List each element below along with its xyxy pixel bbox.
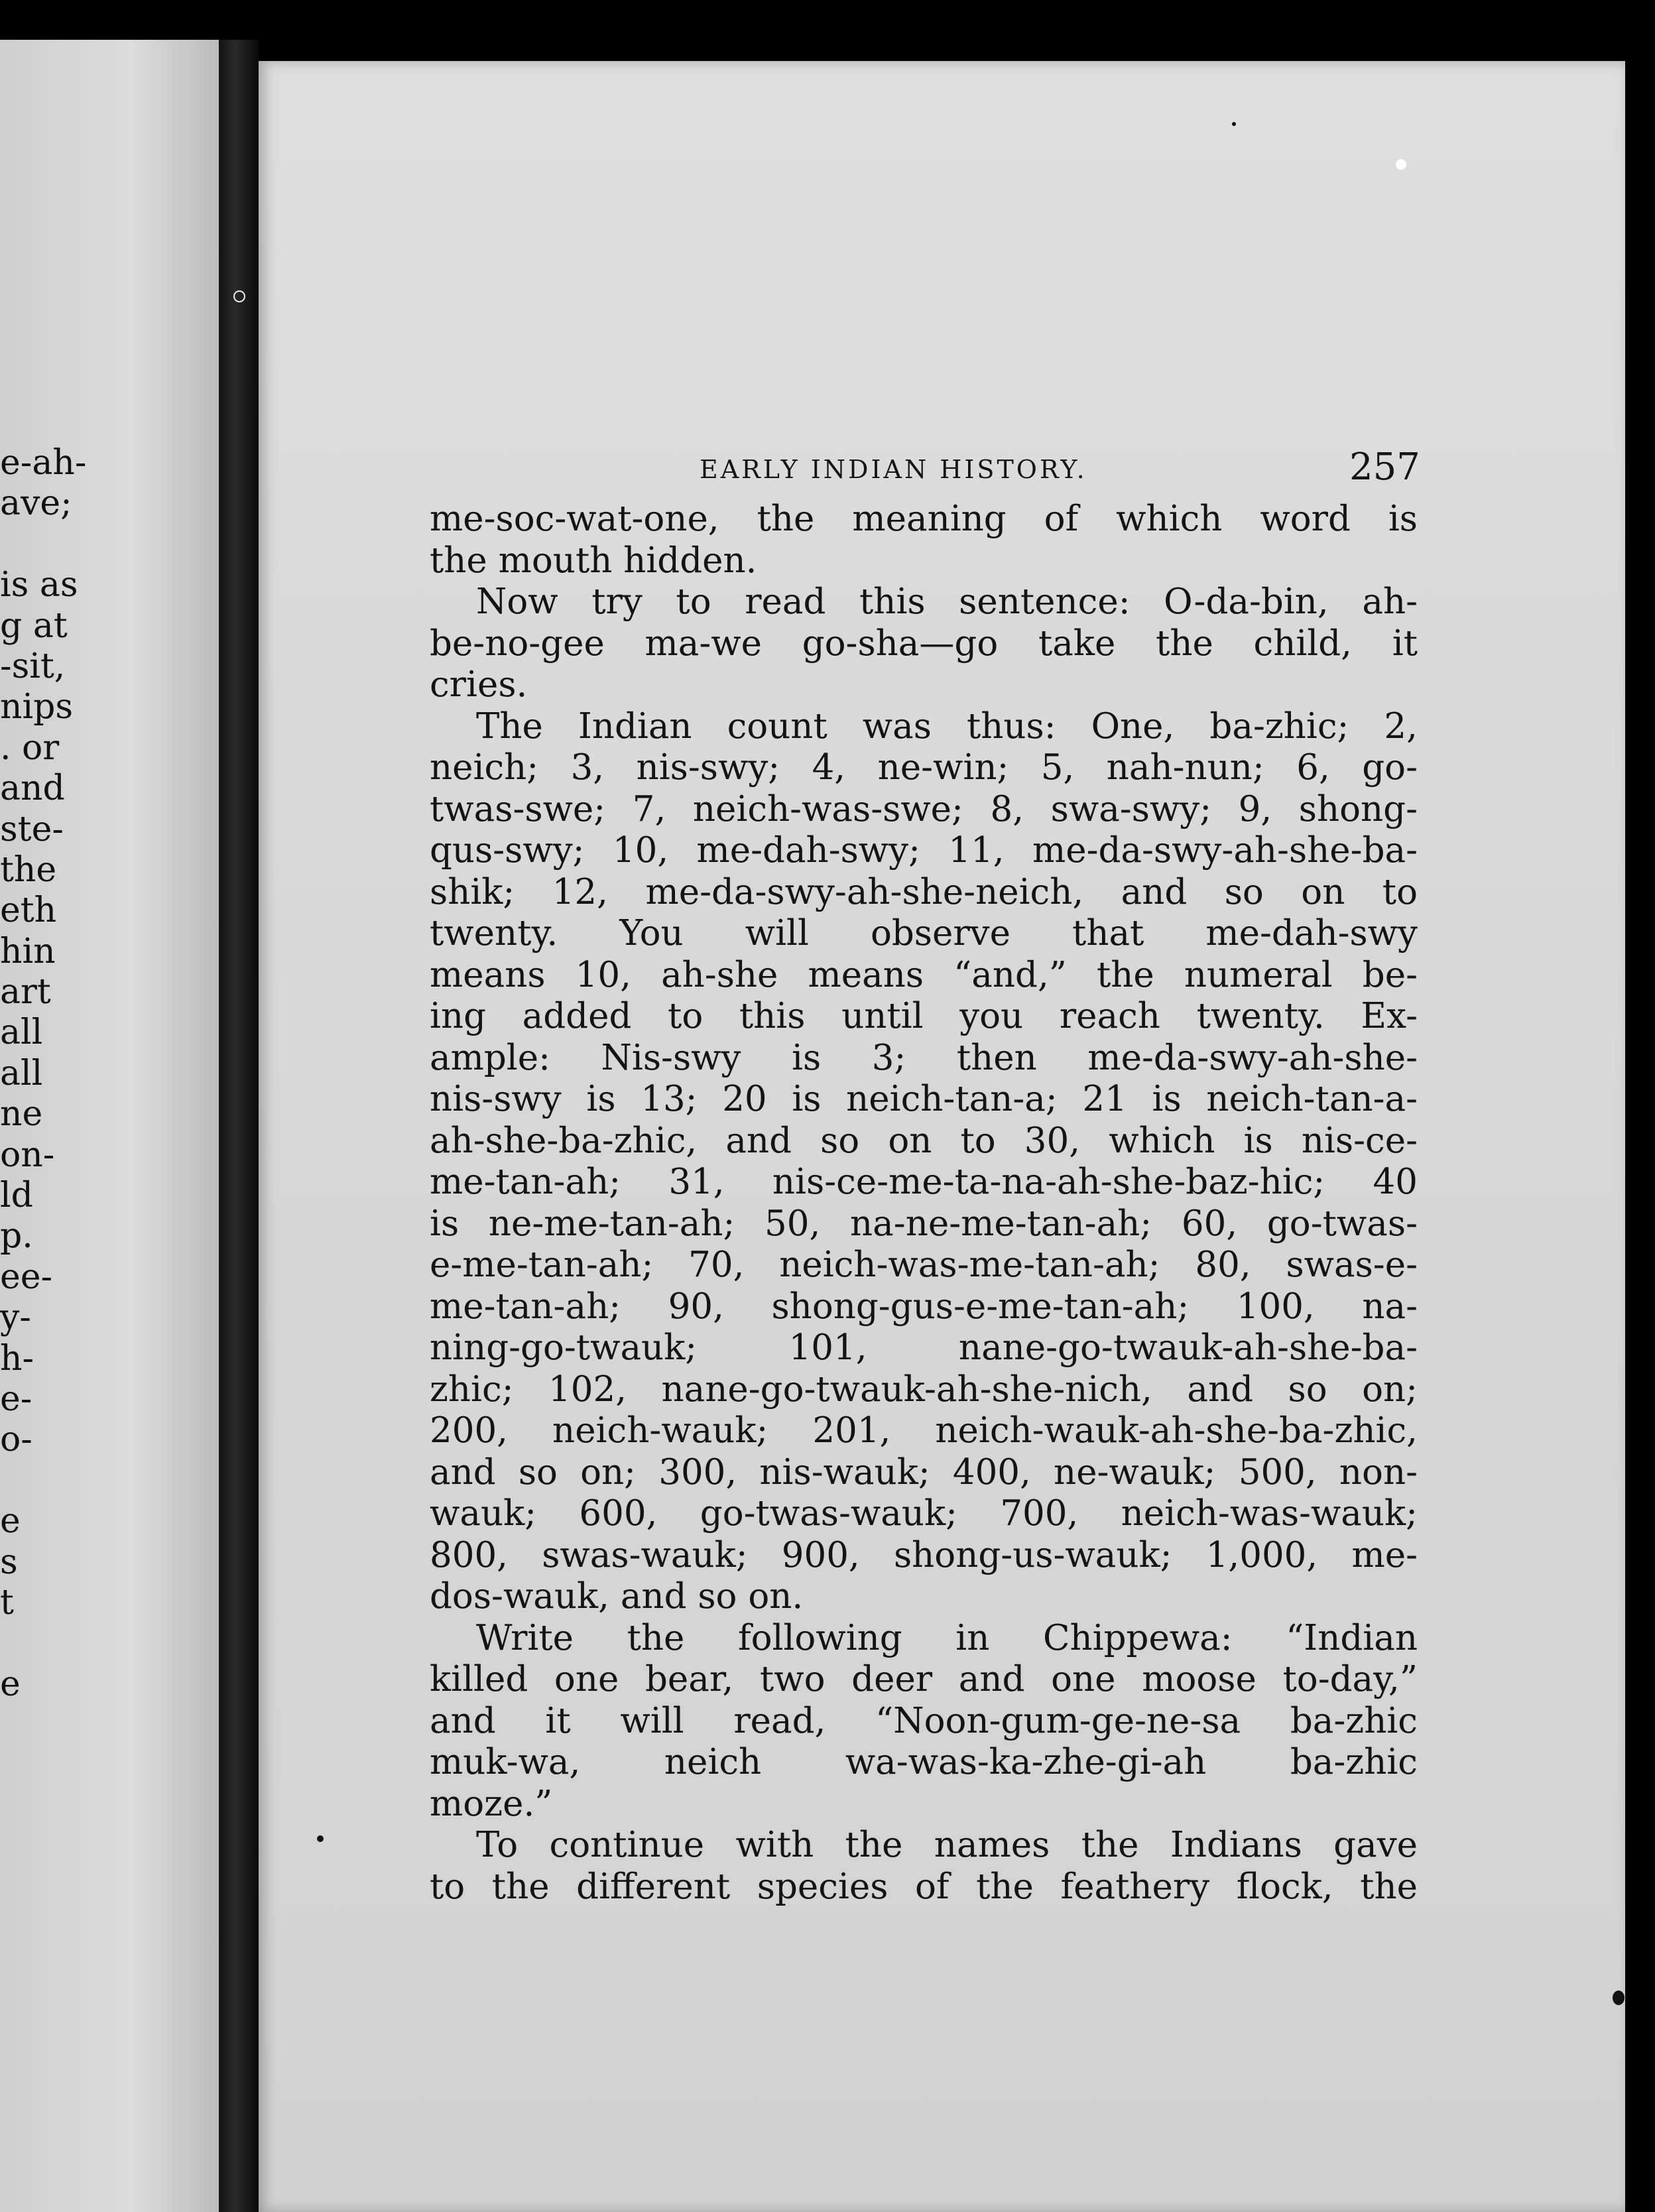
left-page-line: h-: [0, 1338, 34, 1379]
ink-speck: [233, 290, 245, 302]
text-line: and it will read, “Noon-gum-ge-ne-sa ba-zhic: [430, 1700, 1418, 1741]
text-line: shik; 12, me-da-swy-ah-she-neich, and so on to: [430, 871, 1418, 912]
text-line: to the different species of the feathery flock, the: [430, 1866, 1418, 1907]
body-text: [430, 499, 1418, 1908]
left-page-line: and: [0, 768, 65, 809]
text-line: Now try to read this sentence: O-da-bin, ah-: [476, 582, 1418, 622]
left-page-line: e: [0, 1664, 21, 1704]
left-page-line: all: [0, 1053, 43, 1093]
left-page-line: o-: [0, 1420, 32, 1460]
left-page-line: y-: [0, 1298, 31, 1338]
text-line: Write the following in Chippewa: “Indian: [476, 1617, 1418, 1658]
ink-speck: [1613, 1991, 1624, 2005]
left-page-line: art: [0, 972, 51, 1013]
left-page-line: g at: [0, 605, 68, 646]
text-line: muk-wa, neich wa-was-ka-zhe-gi-ah ba-zhic: [430, 1742, 1418, 1782]
text-line: and so on; 300, nis-wauk; 400, ne-wauk; 500, non-: [430, 1451, 1418, 1493]
text-line: killed one bear, two deer and one moose to-day,”: [430, 1659, 1418, 1699]
left-page-line: ee-: [0, 1257, 53, 1297]
left-page-text: [0, 443, 219, 1705]
text-line: To continue with the names the Indians gave: [476, 1825, 1418, 1865]
text-line: the mouth hidden.: [430, 540, 757, 581]
text-line: neich; 3, nis-swy; 4, ne-win; 5, nah-nun; 6, go-: [430, 747, 1418, 788]
left-page-line: s: [0, 1542, 18, 1582]
text-line: The Indian count was thus: One, ba-zhic; 2,: [476, 706, 1418, 747]
text-line: ing added to this until you reach twenty. Ex-: [430, 996, 1418, 1036]
text-line: means 10, ah-she means “and,” the numeral be-: [430, 954, 1418, 995]
text-line: me-tan-ah; 90, shong-gus-e-me-tan-ah; 100, na-: [430, 1286, 1418, 1327]
left-page-line: ste-: [0, 809, 64, 849]
left-page-line: hin: [0, 931, 56, 971]
ink-speck: [1232, 122, 1236, 126]
left-page-line: . or: [0, 727, 60, 768]
left-page-line: the: [0, 849, 57, 890]
left-page-line: ave;: [0, 483, 72, 524]
ink-speck: [317, 1835, 324, 1842]
text-line: 800, swas-wauk; 900, shong-us-wauk; 1,000, me-: [430, 1534, 1418, 1575]
page-number: 257: [1349, 446, 1420, 489]
text-line: twenty. You will observe that me-dah-swy: [430, 913, 1418, 953]
text-line: cries.: [430, 664, 528, 705]
left-page-line: [0, 1623, 219, 1664]
left-page-line: -sit,: [0, 646, 66, 686]
book-gutter: [219, 40, 259, 2212]
text-line: ah-she-ba-zhic, and so on to 30, which is nis-ce-: [430, 1120, 1418, 1161]
left-page-line: ld: [0, 1176, 33, 1216]
left-page-line: p.: [0, 1216, 33, 1257]
text-line: dos-wauk, and so on.: [430, 1576, 804, 1617]
left-page-line: e: [0, 1501, 21, 1542]
running-head: EARLY INDIAN HISTORY.: [700, 455, 1087, 484]
text-line: moze.”: [430, 1783, 553, 1824]
text-line: me-tan-ah; 31, nis-ce-me-ta-na-ah-she-baz-hic; 40: [430, 1162, 1418, 1202]
left-page-line: is as: [0, 565, 78, 605]
text-line: ample: Nis-swy is 3; then me-da-swy-ah-she-: [430, 1037, 1418, 1078]
left-page-line: ne: [0, 1094, 43, 1135]
left-page-line: [0, 524, 219, 565]
text-line: qus-swy; 10, me-dah-swy; 11, me-da-swy-ah-she-ba-: [430, 830, 1418, 871]
left-page-line: nips: [0, 687, 74, 727]
ink-speck: [1396, 159, 1406, 170]
text-line: twas-swe; 7, neich-was-swe; 8, swa-swy; 9, shong-: [430, 788, 1418, 830]
left-page-line: e-ah-: [0, 443, 87, 483]
text-line: me-soc-wat-one, the meaning of which word is: [430, 499, 1418, 539]
left-page-line: e-: [0, 1379, 32, 1419]
text-line: 200, neich-wauk; 201, neich-wauk-ah-she-ba-zhic,: [430, 1410, 1418, 1451]
text-line: wauk; 600, go-twas-wauk; 700, neich-was-wauk;: [430, 1493, 1418, 1534]
text-line: e-me-tan-ah; 70, neich-was-me-tan-ah; 80, swas-e-: [430, 1245, 1418, 1285]
left-page-line: on-: [0, 1135, 55, 1175]
text-line: zhic; 102, nane-go-twauk-ah-she-nich, and so on;: [430, 1369, 1418, 1410]
left-page-line: eth: [0, 891, 57, 931]
left-page-line: all: [0, 1013, 43, 1053]
text-line: ning-go-twauk; 101, nane-go-twauk-ah-she-ba-: [430, 1327, 1418, 1368]
text-line: nis-swy is 13; 20 is neich-tan-a; 21 is neich-tan-a-: [430, 1079, 1418, 1119]
left-page-line: t: [0, 1582, 14, 1623]
text-line: is ne-me-tan-ah; 50, na-ne-me-tan-ah; 60, go-twas-: [430, 1203, 1418, 1244]
text-line: be-no-gee ma-we go-sha—go take the child, it: [430, 623, 1418, 664]
scan-border: [1625, 0, 1655, 2212]
left-page-line: [0, 1461, 219, 1501]
